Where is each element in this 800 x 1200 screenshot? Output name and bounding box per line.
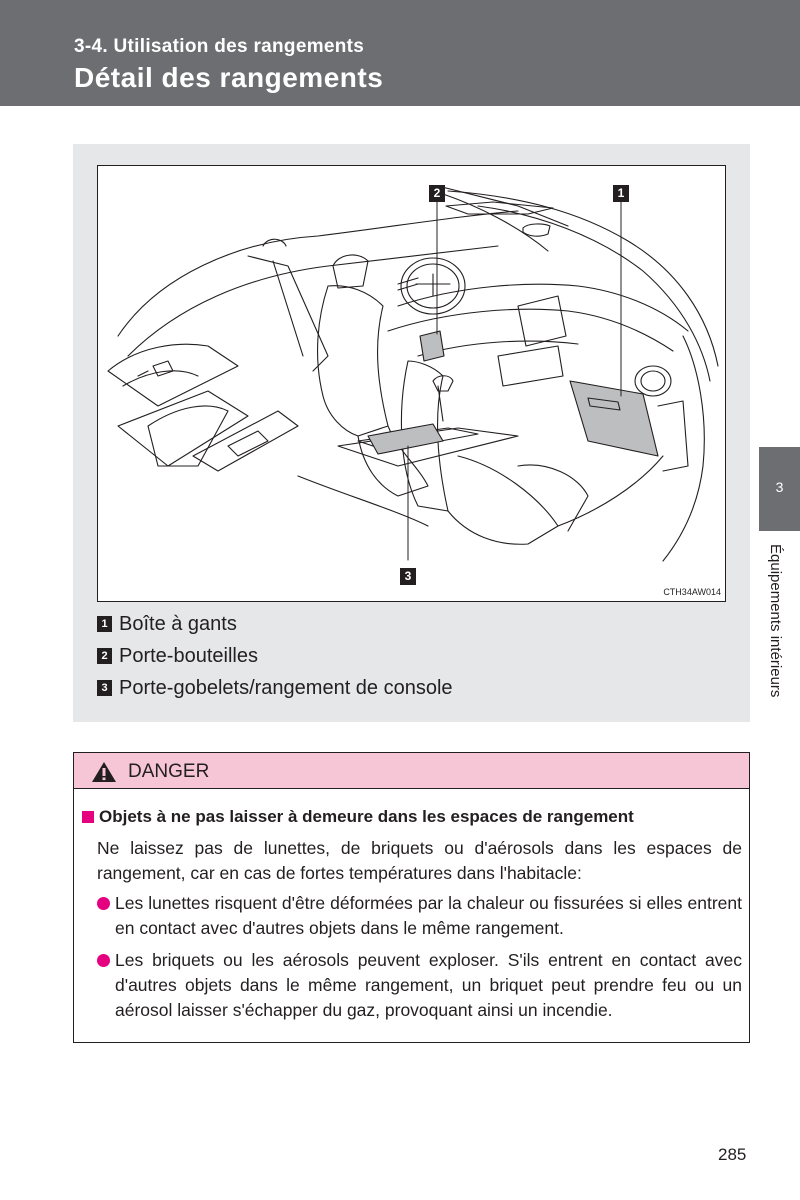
page-title: Détail des rangements <box>74 62 384 93</box>
danger-heading <box>82 807 634 827</box>
danger-intro: Ne laissez pas de lunettes, de briquets ou d'aérosols dans les espaces de rangement, car en cas de fortes températures dans l'habitacle: <box>97 838 742 883</box>
bullet-dot-icon <box>97 954 110 967</box>
page-header <box>0 0 800 106</box>
page-number: 285 <box>718 1145 747 1164</box>
chapter-tab-number: 3 <box>775 479 784 495</box>
legend-item <box>97 608 453 640</box>
legend-label: Porte-gobelets/rangement de console <box>119 676 453 699</box>
danger-bullet <box>97 948 742 1023</box>
legend-number: 1 <box>97 616 112 632</box>
car-interior-illustration <box>97 165 726 602</box>
callout-2: 2 <box>429 185 445 202</box>
danger-bullet-text: Les lunettes risquent d'être déformées par la chaleur ou fissurées si elles entrent en contact avec d'autres objets dans le même rangement. <box>115 893 742 938</box>
callout-1: 1 <box>613 185 629 202</box>
danger-bullet <box>97 891 742 941</box>
danger-header <box>74 753 749 789</box>
danger-box <box>73 752 750 1043</box>
danger-bullet-text: Les briquets ou les aérosols peuvent exploser. S'ils entrent en contact avec d'autres objets dans le même rangement, un briquet peut prendre feu ou un aérosol laisser s'échapper du gaz, provoquant ainsi un incendie. <box>115 950 742 1020</box>
chapter-side-label <box>764 544 784 734</box>
chapter-tab[interactable] <box>759 447 800 531</box>
bullet-dot-icon <box>97 897 110 910</box>
legend-label: Boîte à gants <box>119 612 237 635</box>
chapter-side-label-text: Équipements intérieurs <box>767 544 784 698</box>
car-interior-drawing <box>98 166 726 602</box>
callout-3: 3 <box>400 568 416 585</box>
legend-number: 3 <box>97 680 112 696</box>
warning-triangle-icon <box>91 761 117 783</box>
legend-label: Porte-bouteilles <box>119 644 258 667</box>
legend <box>97 608 453 704</box>
danger-title: DANGER <box>128 761 210 782</box>
illustration-panel <box>73 144 750 722</box>
square-bullet-icon <box>82 811 94 823</box>
legend-number: 2 <box>97 648 112 664</box>
danger-heading-text: Objets à ne pas laisser à demeure dans les espaces de rangement <box>99 807 634 826</box>
legend-item <box>97 672 453 704</box>
illustration-code: CTH34AW014 <box>663 587 721 597</box>
legend-item <box>97 640 453 672</box>
section-title: 3-4. Utilisation des rangements <box>74 36 365 57</box>
